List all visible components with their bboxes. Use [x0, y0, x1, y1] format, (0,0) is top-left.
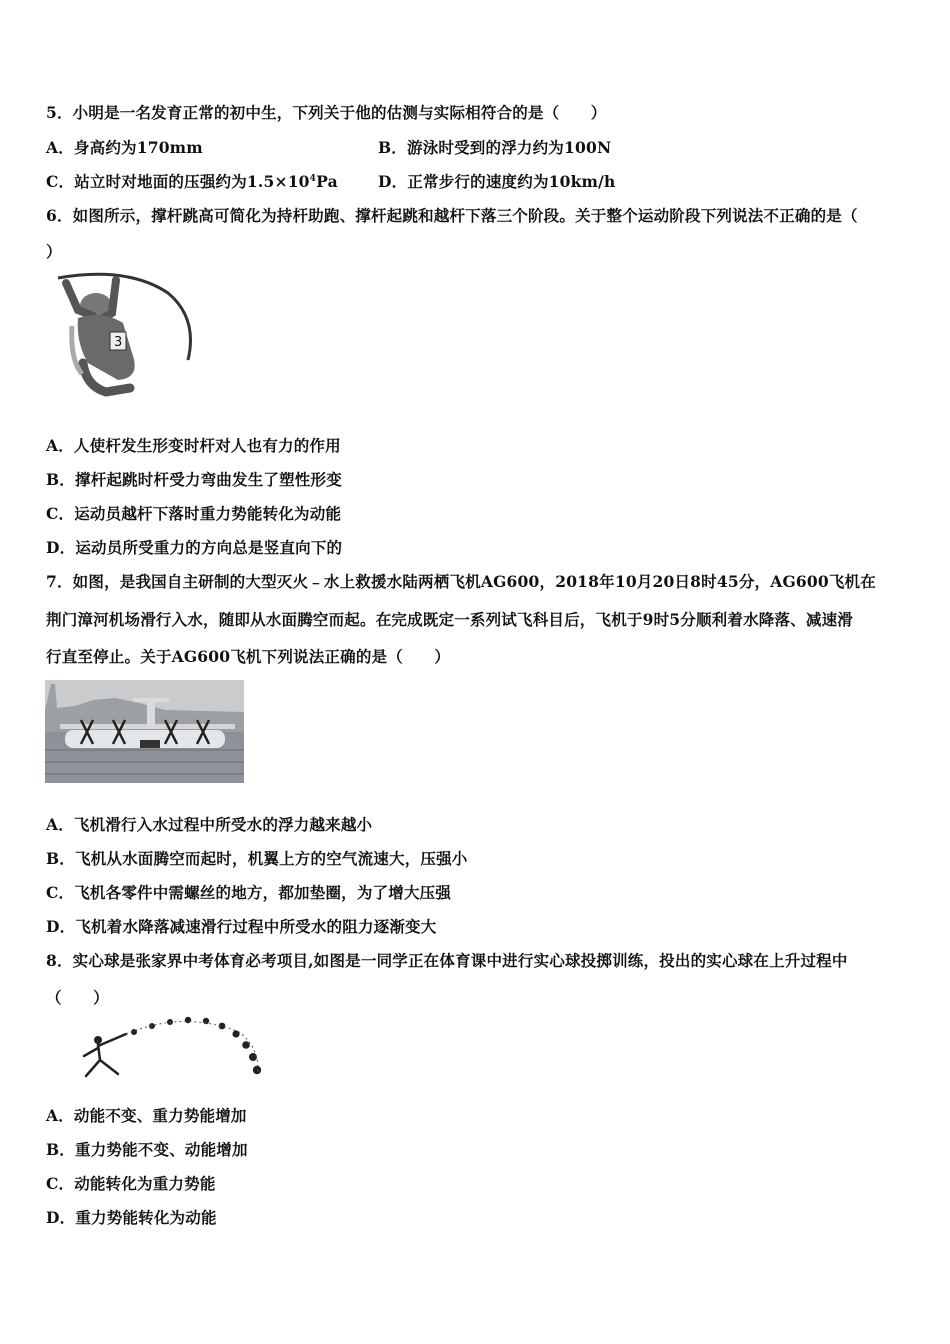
q7-option-d: D．飞机着水降落减速滑行过程中所受水的阻力逐渐变大: [46, 917, 437, 936]
q7-option-c: C．飞机各零件中需螺丝的地方，都加垫圈，为了增大压强: [46, 883, 452, 902]
q5-option-c-unit: Pa: [316, 172, 338, 191]
q8-option-a: A．动能不变、重力势能增加: [46, 1106, 247, 1125]
amphibious-plane-photo: [45, 680, 244, 783]
q8-stem-line1: 8．实心球是张家界中考体育必考项目,如图是一同学正在体育课中进行实心球投掷训练，投出的实心球在上升过程中: [46, 951, 848, 970]
q5-option-c-exponent: 4: [309, 174, 317, 184]
q7-stem-line1: 7．如图，是我国自主研制的大型灭火﹣水上救援水陆两栖飞机AG600，2018年10月20日8时45分，AG600飞机在: [46, 572, 876, 591]
q8-option-c: C．动能转化为重力势能: [46, 1174, 216, 1193]
q6-option-c: C．运动员越杆下落时重力势能转化为动能: [46, 504, 342, 523]
q6-stem-line2: ）: [46, 242, 62, 261]
q6-option-d: D．运动员所受重力的方向总是竖直向下的: [46, 538, 343, 557]
q8-option-b: B．重力势能不变、动能增加: [46, 1140, 248, 1159]
q6-option-a: A．人使杆发生形变时杆对人也有力的作用: [46, 436, 341, 455]
q8-stem-line2: （ ）: [46, 988, 109, 1007]
q7-stem-line3: 行直至停止。关于AG600飞机下列说法正确的是（ ）: [46, 647, 451, 666]
q5-option-a: A．身高约为170mm: [46, 138, 203, 157]
q7-option-a: A．飞机滑行入水过程中所受水的浮力越来越小: [46, 815, 373, 834]
q7-stem-line2: 荆门漳河机场滑行入水，随即从水面腾空而起。在完成既定一系列试飞科目后，飞机于9时5分顺利着水降落、减速滑: [46, 610, 853, 629]
q5-option-b: B．游泳时受到的浮力约为100N: [378, 138, 612, 157]
q6-option-b: B．撑杆起跳时杆受力弯曲发生了塑性形变: [46, 470, 342, 489]
pole-vault-figure: [48, 268, 193, 398]
q5-option-c: [46, 170, 338, 192]
q5-option-c-text: C．站立时对地面的压强约为1.5×10: [46, 172, 310, 191]
q8-option-d: D．重力势能转化为动能: [46, 1208, 217, 1227]
q5-stem: 5．小明是一名发育正常的初中生，下列关于他的估测与实际相符合的是（ ）: [46, 103, 607, 122]
shot-throw-figure: [74, 1012, 264, 1084]
q7-option-b: B．飞机从水面腾空而起时，机翼上方的空气流速大，压强小: [46, 849, 468, 868]
pole-vault-bib-number: 3: [114, 335, 123, 350]
q6-stem-line1: 6．如图所示，撑杆跳高可简化为持杆助跑、撑杆起跳和越杆下落三个阶段。关于整个运动阶段下列说法不正确的是（: [46, 206, 858, 225]
q5-option-d: D．正常步行的速度约为10km/h: [378, 172, 616, 191]
